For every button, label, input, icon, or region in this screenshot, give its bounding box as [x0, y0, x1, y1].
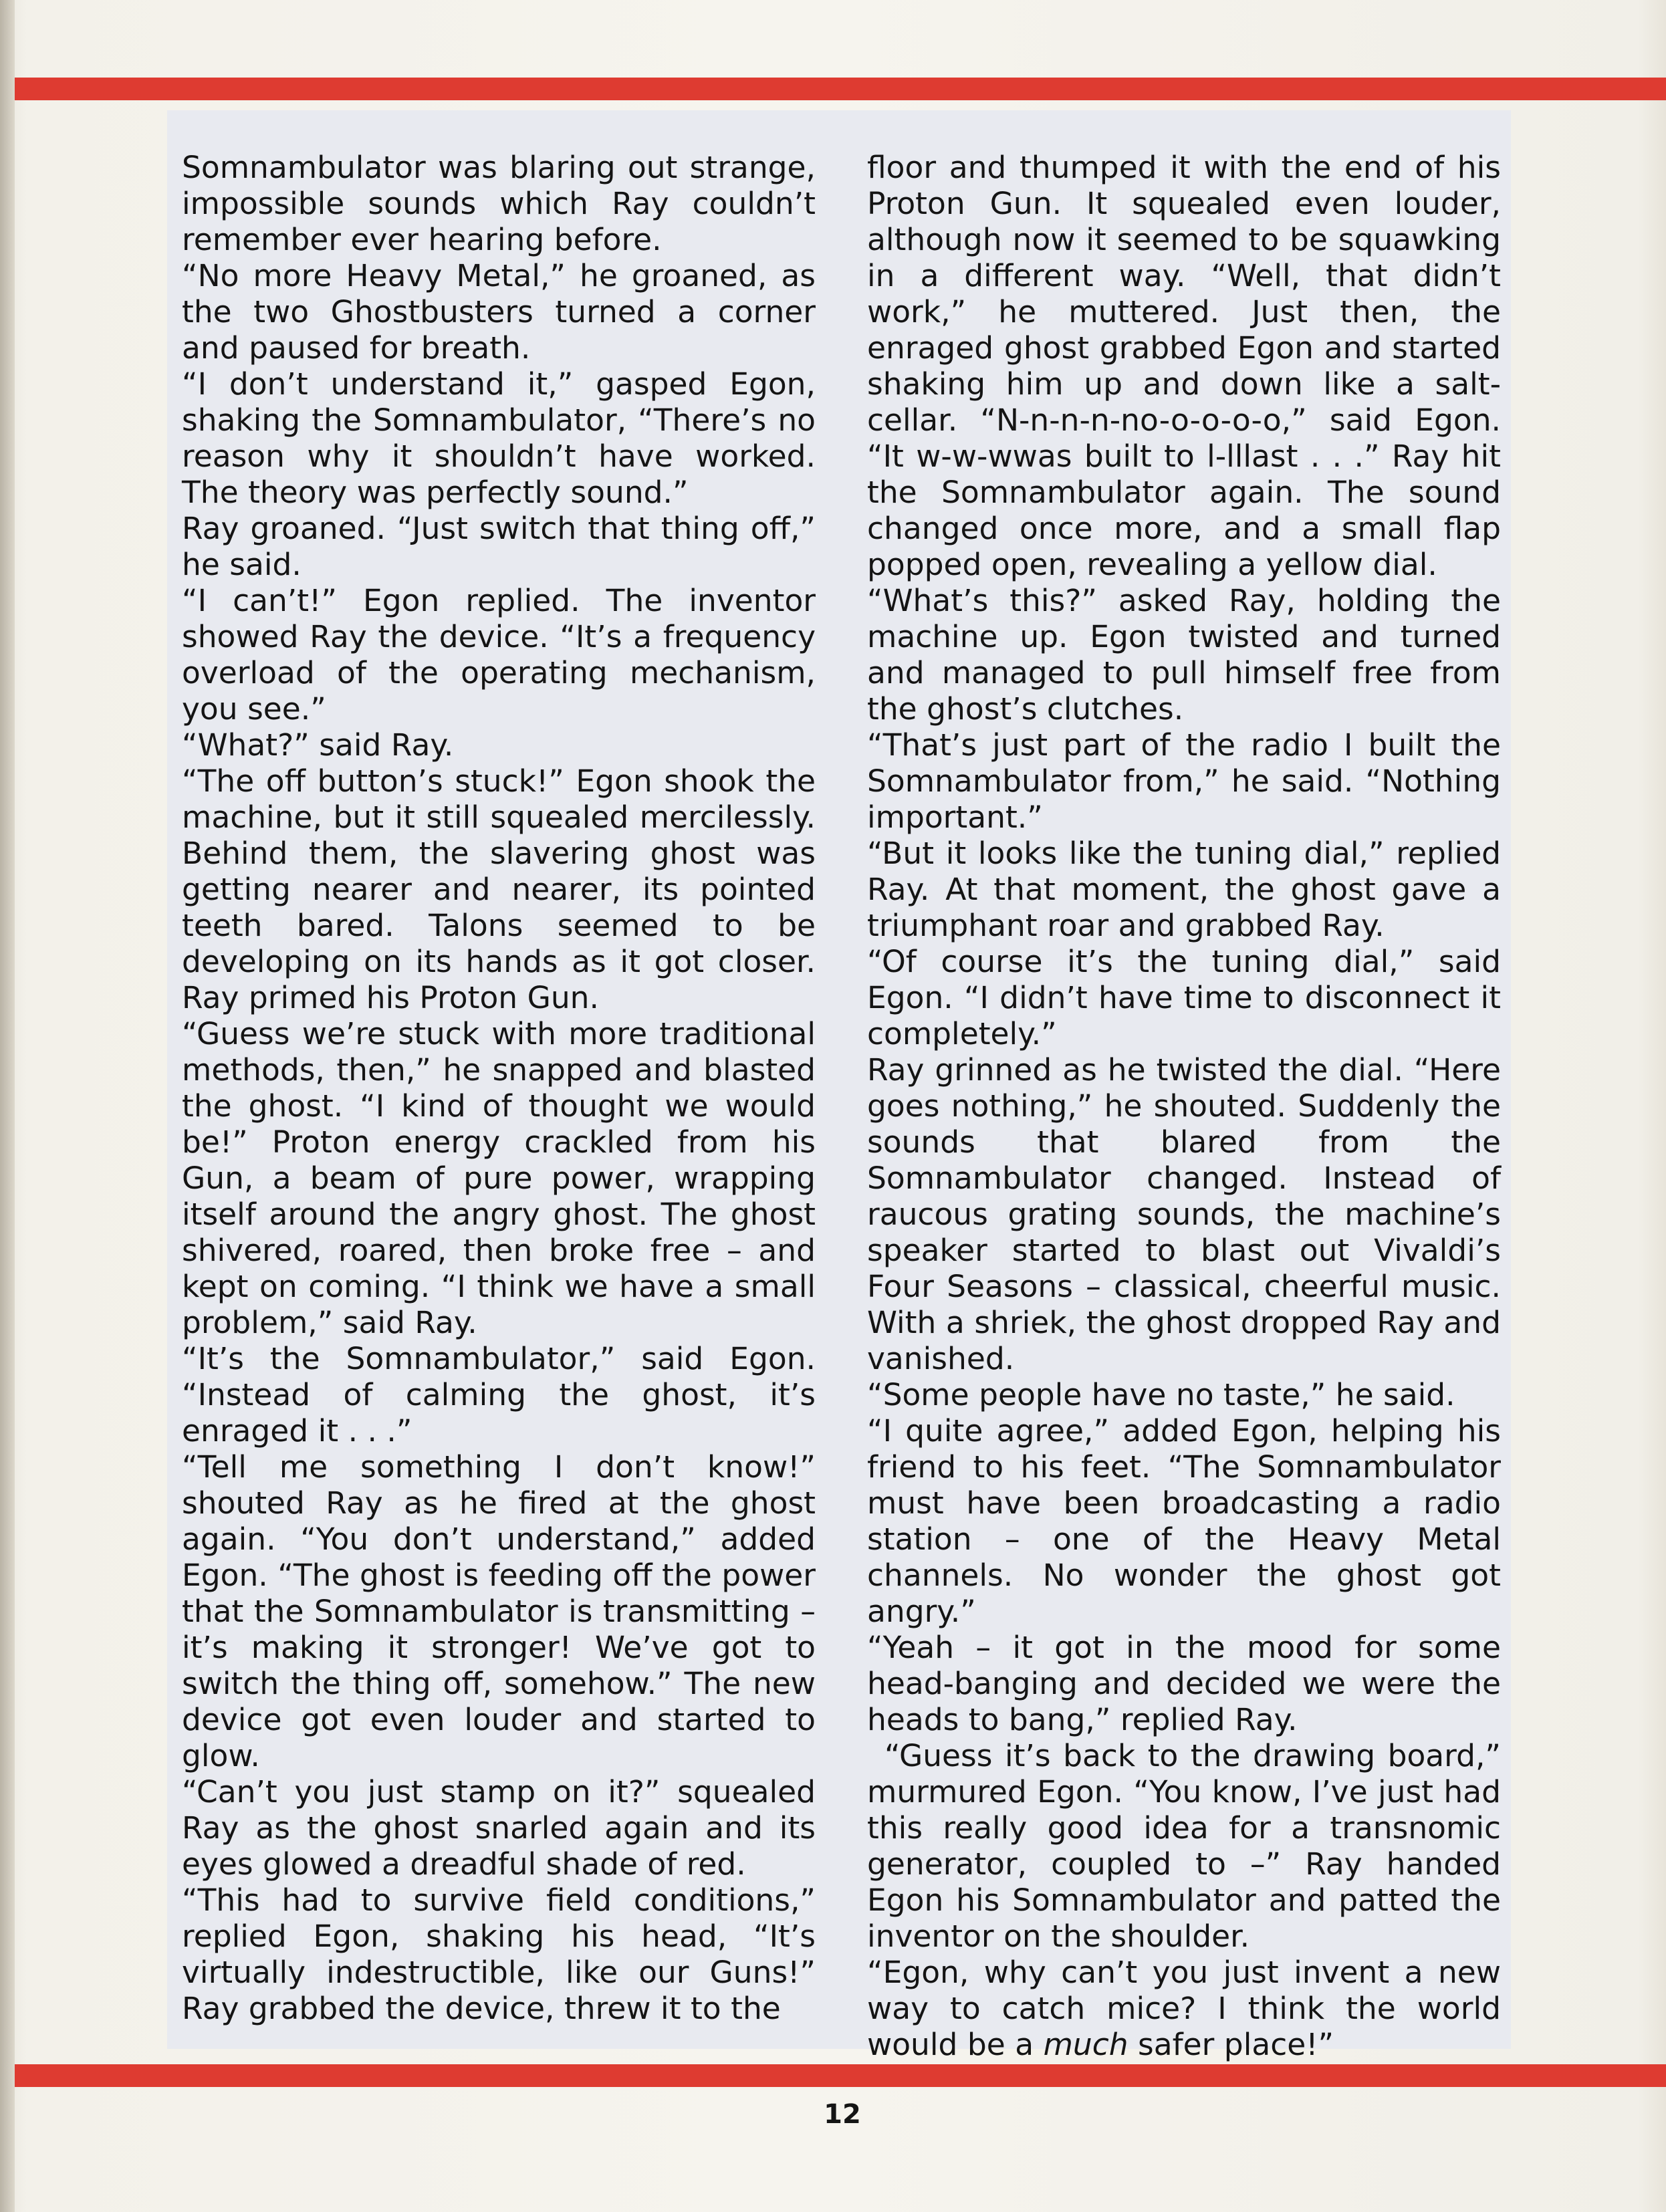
paragraph: “No more Heavy Metal,” he groaned, as the two Ghostbusters turned a corner and paused for breath. — [182, 258, 816, 366]
paragraph: “It’s the Somnambulator,” said Egon. “Instead of calming the ghost, it’s enraged it . . .” — [182, 1341, 816, 1449]
paragraph: “But it looks like the tuning dial,” replied Ray. At that moment, the ghost gave a triumphant roar and grabbed Ray. — [867, 836, 1501, 943]
paragraph: “Egon, why can’t you just invent a new way to catch mice? I think the world would be a much safer place!” — [867, 1955, 1501, 2062]
bottom-red-stripe — [15, 2064, 1666, 2087]
paragraph: “The off button’s stuck!” Egon shook the machine, but it still squealed mercilessly. Behind them, the slavering ghost was getting nearer and nearer, its pointed teeth bared. Talons seemed to be developing on its hands as it got closer. Ray primed his Proton Gun. — [182, 763, 816, 1015]
paragraph: “I can’t!” Egon replied. The inventor showed Ray the device. “It’s a frequency overload of the operating mechanism, you see.” — [182, 583, 816, 727]
paragraph: floor and thumped it with the end of his Proton Gun. It squealed even louder, although now it seemed to be squawking in a different way. “Well, that didn’t work,” he muttered. Just then, the enraged ghost grabbed Egon and started shaking him up and down like a salt-cellar. “N-n-n-n-no-o-o-o-o,” said Egon. “It w-w-wwas built to l-lllast . . .” Ray hit the Somnambulator again. The sound changed once more, and a small flap popped open, revealing a yellow dial. — [867, 150, 1501, 582]
paragraph: “Yeah – it got in the mood for some head-banging and decided we were the heads to bang,” replied Ray. — [867, 1630, 1501, 1737]
paragraph: “Some people have no taste,” he said. — [867, 1377, 1455, 1412]
top-red-stripe — [15, 78, 1666, 100]
right-text-column — [867, 150, 1501, 2063]
paragraph: “This had to survive field conditions,” replied Egon, shaking his head, “It’s virtually indestructible, like our Guns!” Ray grabbed the device, threw it to the — [182, 1882, 816, 2026]
left-text-column — [182, 150, 816, 2027]
paragraph: “Of course it’s the tuning dial,” said Egon. “I didn’t have time to disconnect it completely.” — [867, 944, 1501, 1052]
paragraph: “I don’t understand it,” gasped Egon, shaking the Somnambulator, “There’s no reason why it shouldn’t have worked. The theory was perfectly sound.” — [182, 366, 816, 510]
paragraph: Ray groaned. “Just switch that thing off,” he said. — [182, 511, 816, 582]
paragraph: “What’s this?” asked Ray, holding the machine up. Egon twisted and turned and managed to pull himself free from the ghost’s clutches. — [867, 583, 1501, 727]
paragraph: “Tell me something I don’t know!” shouted Ray as he fired at the ghost again. “You don’t understand,” added Egon. “The ghost is feeding off the power that the Somnambulator is transmitting – it’s making it stronger! We’ve got to switch the thing off, somehow.” The new device got even louder and started to glow. — [182, 1449, 816, 1773]
paragraph: “Guess we’re stuck with more traditional methods, then,” he snapped and blasted the ghost. “I kind of thought we would be!” Proton energy crackled from his Gun, a beam of pure power, wrapping itself around the angry ghost. The ghost shivered, roared, then broke free – and kept on coming. “I think we have a small problem,” said Ray. — [182, 1016, 816, 1340]
page-number: 12 — [824, 2099, 861, 2130]
paragraph: Somnambulator was blaring out strange, impossible sounds which Ray couldn’t remember ever hearing before. — [182, 150, 816, 257]
page-spine — [0, 0, 15, 2212]
paragraph: “Can’t you just stamp on it?” squealed Ray as the ghost snarled again and its eyes glowed a dreadful shade of red. — [182, 1774, 816, 1882]
paragraph: “What?” said Ray. — [182, 727, 454, 763]
paragraph: “I quite agree,” added Egon, helping his friend to his feet. “The Somnambulator must have been broadcasting a radio station – one of the Heavy Metal channels. No wonder the ghost got angry.” — [867, 1413, 1501, 1629]
paragraph: “Guess it’s back to the drawing board,” murmured Egon. “You know, I’ve just had this really good idea for a transnomic generator, coupled to –” Ray handed Egon his Somnambulator and patted the inventor on the shoulder. — [867, 1738, 1501, 1954]
paragraph: “That’s just part of the radio I built the Somnambulator from,” he said. “Nothing important.” — [867, 727, 1501, 835]
paragraph: Ray grinned as he twisted the dial. “Here goes nothing,” he shouted. Suddenly the sounds that blared from the Somnambulator changed. Instead of raucous grating sounds, the machine’s speaker started to blast out Vivaldi’s Four Seasons – classical, cheerful music. With a shriek, the ghost dropped Ray and vanished. — [867, 1052, 1501, 1376]
